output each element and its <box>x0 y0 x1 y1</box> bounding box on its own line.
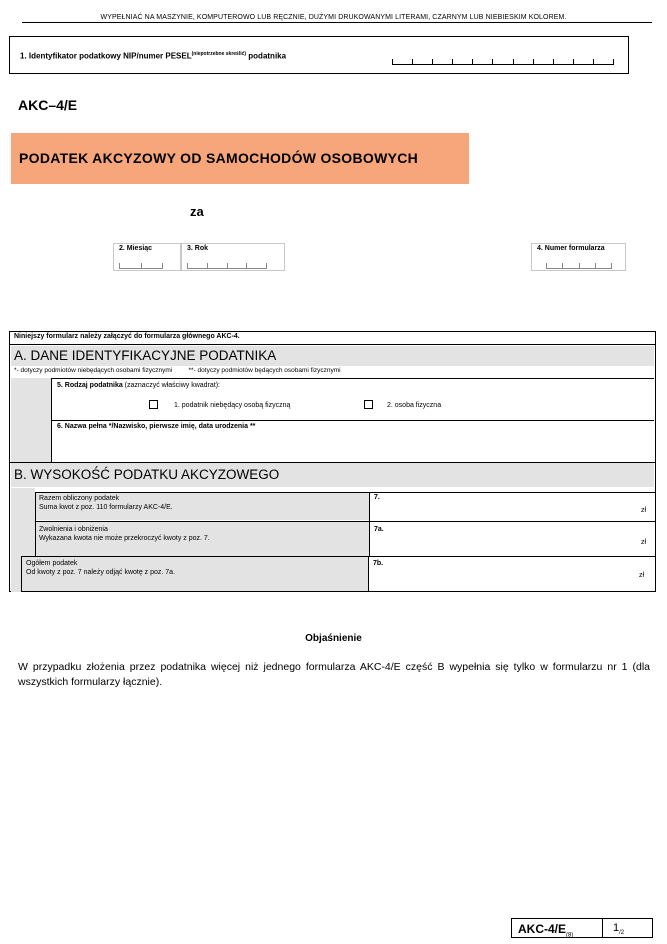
explanation-title: Objaśnienie <box>305 633 362 644</box>
month-field[interactable] <box>113 243 181 271</box>
row-7-unit: zł <box>641 507 647 514</box>
section-b-header <box>11 463 654 487</box>
section-a-title: A. DANE IDENTYFIKACYJNE PODATNIKA <box>14 348 277 363</box>
divider <box>51 378 654 379</box>
option1-label: 1. podatnik niebędący osobą fizyczną <box>174 402 291 409</box>
year-label: 3. Rok <box>187 245 209 252</box>
row-7b-unit: zł <box>639 572 645 579</box>
row-7a-number: 7a. <box>374 526 384 533</box>
row-7a-amount-field[interactable] <box>370 522 654 555</box>
footer-form-code: AKC-$4/E_{(8)}$ <box>518 922 574 939</box>
fill-instruction: WYPEŁNIAĆ NA MASZYNIE, KOMPUTEROWO LUB RĘCZNIE, DUŻYMI DRUKOWANYMI LITERAMI, CZARNYM LUB NIEBIESKIM KOLOREM. <box>100 14 567 21</box>
year-field[interactable] <box>181 243 285 271</box>
year-ticks <box>187 263 267 269</box>
section-a-header <box>11 346 654 366</box>
footer-box <box>511 918 653 938</box>
month-ticks <box>119 263 163 269</box>
row-7a-unit: zł <box>641 539 647 546</box>
row-7b-title: Ogółem podatek <box>26 560 78 567</box>
full-name-label: 6. Nazwa pełna */Nazwisko, pierwsze imię, data urodzenia ** <box>57 423 256 430</box>
option2-label: 2. osoba fizyczna <box>387 402 442 409</box>
taxpayer-id-label: 1. Identyfikator podatkowy NIP/numer $PESEL^{(niepotrzebne skreślić)}$ podatnika <box>20 51 287 61</box>
taxpayer-id-digit-ticks <box>392 59 614 65</box>
attach-note: Niniejszy formularz należy załączyć do formularza głównego AKC-4. <box>14 333 240 340</box>
row-7-desc: Suma kwot z poz. 110 formularzy AKC-4/E. <box>39 504 173 511</box>
section-b-margin <box>11 488 35 556</box>
divider <box>602 919 603 937</box>
row-7b-desc: Od kwoty z poz. 7 należy odjąć kwotę z poz. 7a. <box>26 569 176 576</box>
section-b-margin <box>11 556 21 592</box>
explanation-text: W przypadku złożenia przez podatnika więcej niż jednego formularza AKC-4/E część B wypełnia się tylko w formularzu nr 1 (dla wszystkich formularzy łącznie). <box>18 661 650 688</box>
form-title: PODATEK AKCYZOWY OD SAMOCHODÓW OSOBOWYCH <box>19 150 419 166</box>
full-name-field[interactable] <box>51 431 654 461</box>
row-7a-title: Zwolnienia i obniżenia <box>39 526 108 533</box>
form-number-ticks <box>546 263 612 269</box>
row-7-number: 7. <box>374 494 380 501</box>
row-7a-desc: Wykazana kwota nie może przekroczyć kwoty z poz. 7. <box>39 535 210 542</box>
za-label: za <box>190 204 204 219</box>
section-b-title: B. WYSOKOŚĆ PODATKU AKCYZOWEGO <box>14 467 280 482</box>
divider <box>35 492 36 556</box>
row-7b-amount-field[interactable] <box>371 558 654 590</box>
option2-checkbox[interactable] <box>364 400 373 409</box>
form-code: AKC–4/E <box>18 97 78 113</box>
divider <box>51 420 654 421</box>
month-label: 2. Miesiąc <box>119 245 153 252</box>
divider <box>10 344 655 345</box>
top-divider <box>22 22 652 23</box>
title-banner <box>11 133 469 184</box>
section-a-margin <box>11 378 51 462</box>
row-7b-number: 7b. <box>373 560 384 567</box>
option1-checkbox[interactable] <box>149 400 158 409</box>
taxpayer-type-label: 5. Rodzaj podatnika (zaznaczyć właściwy kwadrat): <box>57 382 220 389</box>
section-a-notes: *- dotyczy podmiotów niebędących osobami fizycznymi **- dotyczy podmiotów będących osobami fizycznymi <box>14 367 341 374</box>
form-number-field[interactable] <box>531 243 626 271</box>
taxpayer-id-field[interactable] <box>9 36 629 74</box>
row-7-title: Razem obliczony podatek <box>39 495 120 502</box>
row-7-amount-field[interactable] <box>370 493 654 520</box>
page-number: $1_{/2}$ <box>613 922 625 937</box>
form-number-label: 4. Numer formularza <box>537 245 605 252</box>
